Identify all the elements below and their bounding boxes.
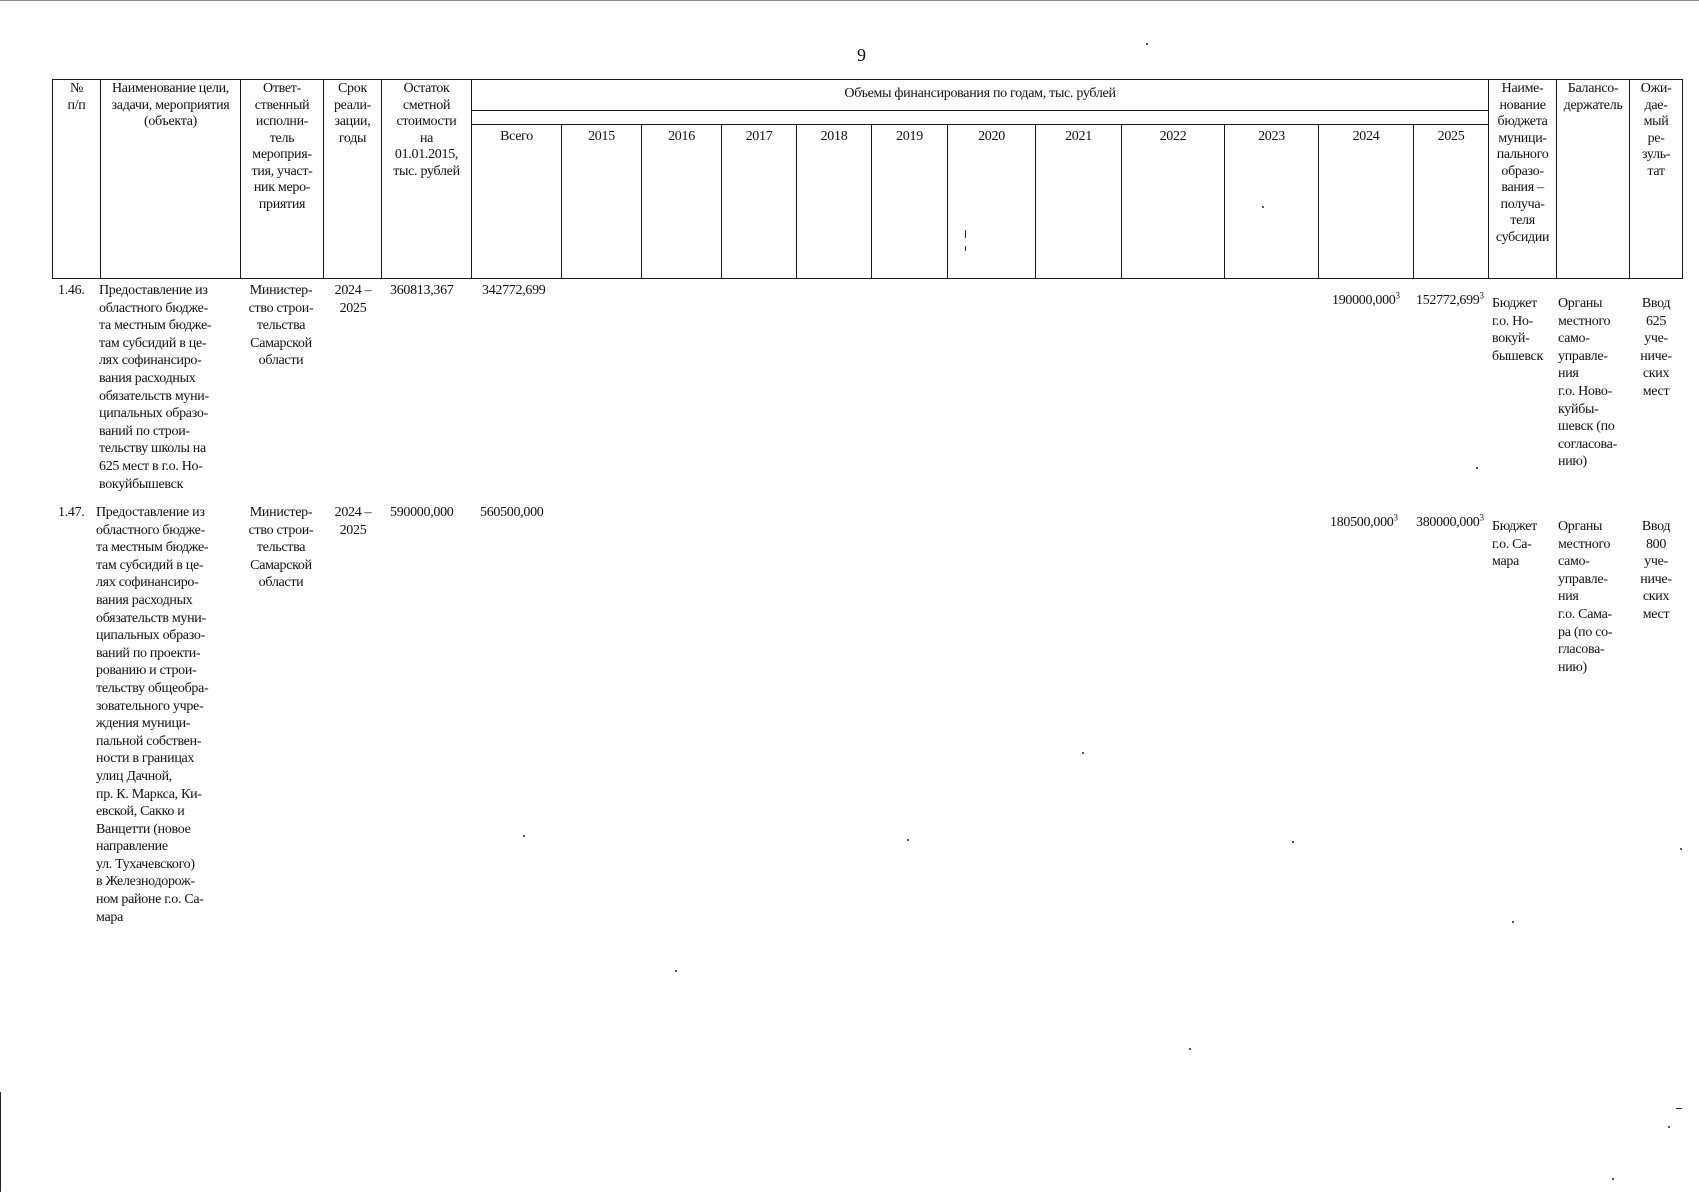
row-number: 1.46. xyxy=(58,283,85,298)
scan-speck xyxy=(1676,1108,1682,1109)
row-balance: 360813,367 xyxy=(390,283,454,298)
scan-speck xyxy=(1189,1048,1191,1050)
row-balance: 590000,000 xyxy=(390,505,454,520)
scan-speck xyxy=(1512,921,1514,923)
header-holder: Балансо- держатель xyxy=(1557,80,1630,279)
footnote-mark: 3 xyxy=(1395,290,1400,301)
header-budget-name: Наиме- нование бюджета муници- пального образо- вания – получа- теля субсидии xyxy=(1489,80,1557,279)
scan-speck xyxy=(523,835,525,837)
header-year-2017: 2017 xyxy=(722,124,797,278)
row-result: Ввод 800 уче- ниче- ских мест xyxy=(1640,519,1672,622)
scan-speck xyxy=(1476,467,1478,469)
page-number: 9 xyxy=(857,45,866,65)
footnote-mark: 3 xyxy=(1479,512,1484,523)
row-responsible: Министер- ство строи- тельства Самарской области xyxy=(248,283,314,369)
header-total: Всего xyxy=(472,124,562,278)
footnote-mark: 3 xyxy=(1479,290,1484,301)
scan-speck xyxy=(1292,841,1294,843)
header-year-2019: 2019 xyxy=(872,124,948,278)
header-funding-group: Объемы финансирования по годам, тыс. рублей xyxy=(472,80,1489,111)
scan-speck xyxy=(907,839,909,841)
scan-speck xyxy=(675,970,677,972)
row-2025-value xyxy=(1416,292,1484,310)
row-budget: Бюджет г.о. Но- вокуй- бышевск xyxy=(1492,296,1543,364)
scan-speck xyxy=(1612,1178,1614,1180)
scan-speck xyxy=(1262,206,1264,208)
row-holder: Органы местного само- управле- ния г.о. Ново- куйбы- шевск (по согласова- нию) xyxy=(1558,296,1617,470)
scan-speck xyxy=(965,230,966,238)
footnote-mark: 3 xyxy=(1393,512,1398,523)
row-2025-amount: 380000,000 xyxy=(1416,515,1480,530)
row-2025-amount: 152772,699 xyxy=(1416,293,1480,308)
scan-speck xyxy=(1082,752,1084,754)
header-year-2024: 2024 xyxy=(1319,124,1414,278)
header-name: Наименование цели, задачи, мероприятия (объекта) xyxy=(101,80,241,279)
scan-speck xyxy=(1668,1126,1670,1128)
scan-speck xyxy=(965,246,966,251)
row-period: 2024 – 2025 xyxy=(334,283,372,316)
row-total: 342772,699 xyxy=(482,283,546,298)
row-number: 1.47. xyxy=(58,505,85,520)
row-total: 560500,000 xyxy=(480,505,544,520)
header-year-2023: 2023 xyxy=(1225,124,1319,278)
header-year-2020: 2020 xyxy=(948,124,1036,278)
row-budget: Бюджет г.о. Са- мара xyxy=(1492,519,1537,570)
header-year-2022: 2022 xyxy=(1122,124,1225,278)
header-year-2018: 2018 xyxy=(797,124,872,278)
header-num: № п/п xyxy=(53,80,101,279)
row-name: Предоставление из областного бюдже- та местным бюдже- там субсидий в це- лях софинансиро- вания расходных обязательств муни- ципальных образо- ваний по проекти- рованию и строи- тельству общеобра- зовательного учре- ждения муници- пальной собствен- ности в границах улиц Дачной, пр. К. Маркса, Ки- евской, Сакко и Ванцетти (новое направление ул. Тухачевского) в Железнодорож- ном районе г.о. Са- мара xyxy=(96,505,209,925)
row-2024-value xyxy=(1332,292,1400,310)
header-year-2021: 2021 xyxy=(1036,124,1122,278)
header-period: Срок реали- зации, годы xyxy=(324,80,382,279)
row-2024-amount: 180500,000 xyxy=(1330,515,1394,530)
row-responsible: Министер- ство строи- тельства Самарской области xyxy=(248,505,314,591)
program-table-header xyxy=(52,79,1683,279)
row-2025-value xyxy=(1416,514,1484,532)
scan-top-edge xyxy=(0,0,1699,1)
row-period: 2024 – 2025 xyxy=(334,505,372,538)
header-result: Ожи- дае- мый ре- зуль- тат xyxy=(1630,80,1683,279)
scan-speck xyxy=(0,1092,1,1192)
row-2024-amount: 190000,000 xyxy=(1332,293,1396,308)
header-spacer xyxy=(472,111,1489,125)
header-year-2015: 2015 xyxy=(562,124,642,278)
scan-speck xyxy=(1146,43,1148,45)
scan-speck xyxy=(1680,848,1682,850)
row-result: Ввод 625 уче- ниче- ских мест xyxy=(1640,296,1672,399)
header-year-2016: 2016 xyxy=(642,124,722,278)
row-name: Предоставление из областного бюдже- та местным бюдже- там субсидий в це- лях софинансиро- вания расходных обязательств муни- ципальных образо- ваний по строи- тельству школы на 625 мест в г.о. Но- вокуйбышевск xyxy=(99,283,212,492)
header-balance: Остаток сметной стоимости на 01.01.2015, тыс. рублей xyxy=(382,80,472,279)
row-holder: Органы местного само- управле- ния г.о. Сама- ра (по со- гласова- нию) xyxy=(1558,519,1613,675)
header-responsible: Ответ- ственный исполни- тель мероприя- тия, участ- ник меро- приятия xyxy=(241,80,324,279)
header-year-2025: 2025 xyxy=(1414,124,1489,278)
row-2024-value xyxy=(1330,514,1398,532)
